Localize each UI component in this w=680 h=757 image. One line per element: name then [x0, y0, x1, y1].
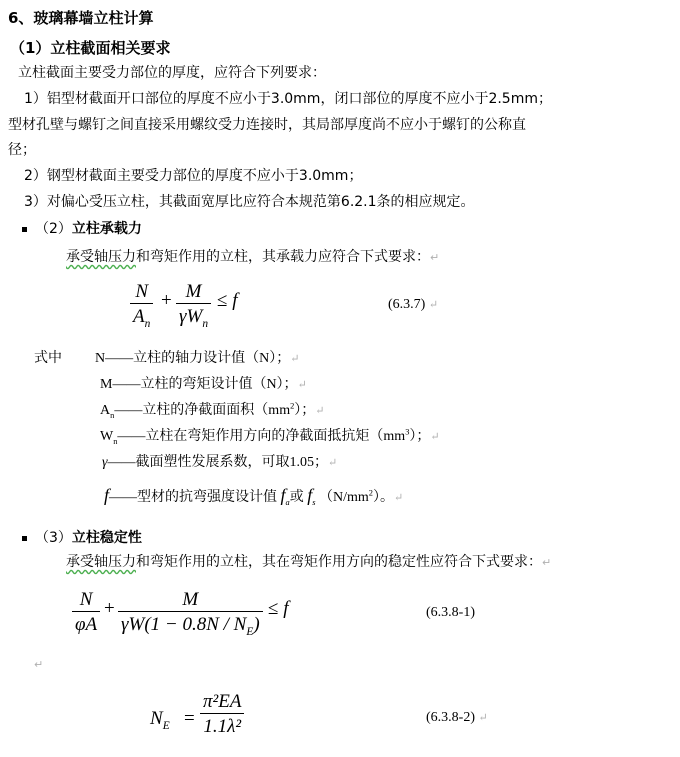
- edit-mark-icon: ↵: [34, 658, 44, 671]
- s1-item-1-line-2: 型材孔壁与螺钉之间直接采用螺纹受力连接时，其局部厚度尚不应小于螺钉的公称直: [8, 117, 526, 133]
- subsection-2-heading: [22, 218, 142, 238]
- s1-intro: 立柱截面主要受力部位的厚度，应符合下列要求：: [18, 65, 326, 81]
- formula-6-3-8-1-fraction-1: [72, 590, 100, 634]
- s2-heading-text: 立柱承载力: [71, 221, 142, 237]
- fraction-bar: [176, 303, 211, 304]
- section-title: 6、玻璃幕墙立柱计算: [8, 9, 154, 27]
- fraction-denominator: 1.1λ²: [203, 716, 242, 737]
- def-M: M——立柱的弯矩设计值（N）；↵: [100, 377, 307, 392]
- fraction-denominator: $A_n$: [133, 306, 151, 330]
- s3-intro: [66, 551, 551, 571]
- equation-label-6-3-8-1: (6.3.8-1): [426, 605, 475, 620]
- s3-intro-rest: 和弯矩作用的立柱，其在弯矩作用方向的稳定性应符合下式要求：: [136, 554, 542, 570]
- formula-6-3-8-2-fraction: [200, 692, 244, 736]
- fraction-numerator: N: [135, 281, 148, 302]
- fraction-denominator: φA: [75, 614, 98, 635]
- bullet-square-icon: [22, 227, 27, 232]
- fraction-denominator: $\gamma W(1 - 0.8N / N_E)$: [121, 614, 260, 638]
- def-gamma: γ——截面塑性发展系数，可取1.05；↵: [102, 455, 338, 470]
- formula-6-3-7-fraction-1: [130, 282, 153, 330]
- plus-sign: +: [104, 598, 115, 619]
- edit-mark-icon: ↵: [297, 379, 307, 391]
- fraction-bar: [72, 611, 100, 612]
- subsection-1-heading: （1）立柱截面相关要求: [10, 39, 171, 57]
- fraction-bar: [118, 611, 263, 612]
- s2-intro-underlined: 承受轴压力: [66, 249, 136, 265]
- s2-heading-num: （2）: [35, 221, 72, 237]
- fraction-bar: [130, 303, 153, 304]
- where-label: 式中: [34, 350, 62, 366]
- edit-mark-icon: ↵: [393, 492, 404, 504]
- s2-intro-rest: 和弯矩作用的立柱，其承载力应符合下式要求：: [136, 249, 430, 265]
- ne-symbol: $N_E$: [150, 708, 170, 732]
- s1-item-2: 2）钢型材截面主要受力部位的厚度不应小于3.0mm；: [24, 168, 363, 184]
- def-f: f——型材的抗弯强度设计值 $f_a$或 $f_s$ $(N/mm^2)$。↵: [104, 485, 404, 507]
- s3-heading-text: 立柱稳定性: [71, 530, 142, 546]
- s1-item-1-line-3: 径；: [8, 142, 36, 158]
- s3-heading-num: （3）: [35, 530, 72, 546]
- equation-label-6-3-8-2: (6.3.8-2) ↵: [426, 710, 488, 725]
- fraction-bar: [200, 713, 244, 714]
- edit-mark-icon: ↵: [290, 353, 300, 365]
- def-N: N——立柱的轴力设计值（N）；↵: [95, 351, 300, 366]
- fraction-numerator: M: [182, 589, 199, 610]
- fraction-denominator: $\gamma W_n$: [179, 306, 209, 330]
- bullet-square-icon: [22, 536, 27, 541]
- s2-intro: [66, 246, 439, 266]
- edit-mark-icon: ↵: [315, 405, 325, 417]
- subsection-3-heading: [22, 527, 142, 547]
- edit-mark-icon: ↵: [430, 251, 440, 264]
- edit-mark-icon: ↵: [430, 431, 440, 443]
- edit-mark-icon: ↵: [428, 299, 439, 311]
- le-sign: ≤ f: [217, 290, 238, 311]
- fraction-numerator: M: [185, 281, 202, 302]
- fraction-numerator: π²EA: [203, 691, 242, 712]
- s3-intro-underlined: 承受轴压力: [66, 554, 136, 570]
- s1-item-3: 3）对偏心受压立柱，其截面宽厚比应符合本规范第6.2.1条的相应规定。: [24, 194, 475, 210]
- s1-item-1-line-1: 1）铝型材截面开口部位的厚度不应小于3.0mm，闭口部位的厚度不应小于2.5mm；: [24, 91, 552, 107]
- def-Wn: $W_n——$立柱在弯矩作用方向的净截面抵抗矩$(mm^3)$；↵: [100, 427, 440, 446]
- edit-mark-icon: ↵: [478, 712, 488, 724]
- formula-6-3-7-fraction-2: [176, 282, 211, 330]
- equals-sign: =: [184, 708, 195, 729]
- edit-mark-icon: ↵: [328, 457, 338, 469]
- fraction-numerator: N: [79, 589, 93, 610]
- equation-label-6-3-7: (6.3.7) ↵: [388, 297, 439, 312]
- le-sign: ≤ f: [268, 598, 289, 619]
- plus-sign: +: [161, 290, 172, 311]
- formula-6-3-8-1-fraction-2: [118, 590, 263, 638]
- edit-mark-icon: ↵: [542, 556, 552, 569]
- def-An: $A_n——$立柱的净截面面积$(mm^2)$；↵: [100, 401, 325, 420]
